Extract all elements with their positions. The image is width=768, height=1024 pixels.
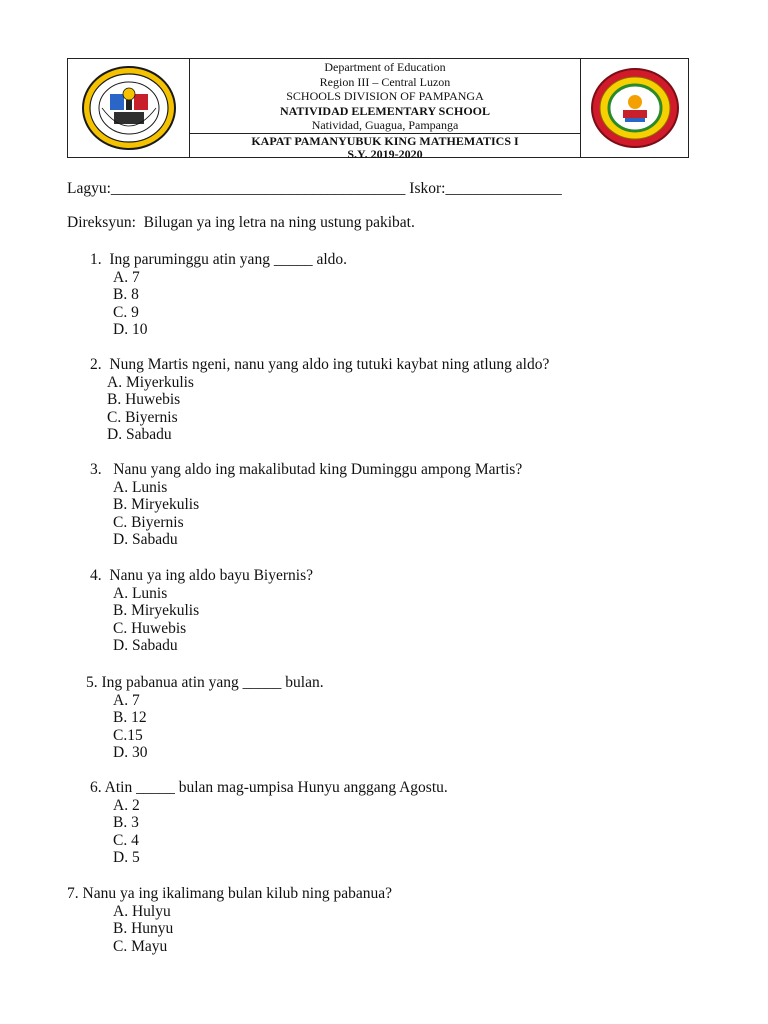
question-stem: 3. Nanu yang aldo ing makalibutad king Duminggu ampong Martis? (90, 461, 523, 478)
question-6 (90, 779, 448, 867)
question-stem: 1. Ing paruminggu atin yang _____ aldo. (90, 251, 347, 268)
question-stem: 5. Ing pabanua atin yang _____ bulan. (86, 674, 324, 691)
header-line-division: SCHOOLS DIVISION OF PAMPANGA (286, 89, 484, 103)
header-line-school: NATIVIDAD ELEMENTARY SCHOOL (279, 103, 491, 118)
question-2 (90, 356, 549, 444)
option-d[interactable]: D. Sabadu (107, 426, 172, 443)
option-a[interactable]: A. Miyerkulis (107, 373, 194, 391)
option-a[interactable]: A. 2 (113, 796, 140, 814)
question-stem: 7. Nanu ya ing ikalimang bulan kilub ning pabanua? (67, 885, 392, 902)
option-d[interactable]: D. 30 (113, 744, 148, 761)
option-b[interactable]: B. Huwebis (107, 391, 181, 408)
question-stem: 4. Nanu ya ing aldo bayu Biyernis? (90, 567, 313, 584)
option-c[interactable]: C. Mayu (113, 937, 168, 955)
option-c[interactable]: C. 4 (113, 831, 139, 849)
header-line-address: Natividad, Guagua, Pampanga (311, 118, 459, 132)
question-1 (90, 251, 347, 339)
question-3 (90, 461, 522, 549)
header-exam-block (190, 134, 580, 161)
option-d[interactable]: D. Sabadu (113, 531, 178, 548)
option-b[interactable]: B. Miryekulis (113, 496, 200, 513)
option-d[interactable]: D. 10 (113, 321, 148, 338)
name-score-row[interactable]: Lagyu:______________________________________ Iskor:_______________ (67, 180, 562, 197)
option-a[interactable]: A. Lunis (113, 478, 168, 496)
option-b[interactable]: B. 3 (113, 814, 139, 831)
option-c[interactable]: C. Biyernis (107, 408, 178, 426)
school-seal-logo (589, 66, 681, 150)
question-7 (67, 885, 392, 955)
option-d[interactable]: D. 5 (113, 849, 140, 866)
option-c[interactable]: C.15 (113, 726, 143, 744)
option-c[interactable]: C. Biyernis (113, 513, 184, 531)
header-line-region: Region III – Central Luzon (319, 74, 451, 89)
school-seal-cell (580, 59, 688, 157)
option-b[interactable]: B. Miryekulis (113, 602, 200, 619)
option-a[interactable]: A. 7 (113, 268, 140, 286)
directions: Direksyun: Bilugan ya ing letra na ning ustung pakibat. (67, 214, 415, 231)
question-4 (90, 567, 313, 655)
option-a[interactable]: A. Hulyu (113, 902, 171, 920)
exam-title: KAPAT PAMANYUBUK KING MATHEMATICS I (251, 133, 519, 148)
question-stem: 6. Atin _____ bulan mag-umpisa Hunyu anggang Agostu. (90, 779, 448, 796)
question-5 (86, 674, 324, 762)
option-c[interactable]: C. 9 (113, 303, 139, 321)
option-a[interactable]: A. Lunis (113, 584, 168, 602)
school-year: S.Y. 2019-2020 (347, 146, 423, 161)
header-center (190, 59, 580, 161)
option-c[interactable]: C. Huwebis (113, 619, 187, 637)
header-line-department: Department of Education (324, 60, 446, 74)
deped-seal-logo (80, 64, 178, 152)
option-b[interactable]: B. Hunyu (113, 920, 174, 937)
deped-seal-cell (68, 59, 190, 157)
option-b[interactable]: B. 12 (113, 709, 147, 726)
option-a[interactable]: A. 7 (113, 691, 140, 709)
option-d[interactable]: D. Sabadu (113, 637, 178, 654)
question-stem: 2. Nung Martis ngeni, nanu yang aldo ing tutuki kaybat ning atlung aldo? (90, 356, 550, 373)
option-b[interactable]: B. 8 (113, 286, 139, 303)
header-agency-block (190, 59, 580, 134)
document-header (67, 58, 689, 161)
